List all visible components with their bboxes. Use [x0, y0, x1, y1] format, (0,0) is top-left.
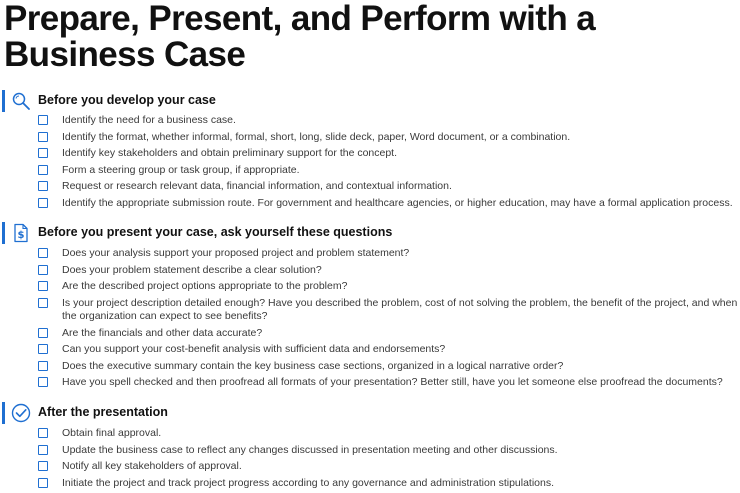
item-text: Does your problem statement describe a clear solution? — [62, 263, 322, 276]
check-circle-icon — [11, 403, 31, 423]
list-item — [0, 164, 740, 181]
list-item — [0, 444, 740, 461]
list-item — [0, 280, 740, 297]
list-item — [0, 131, 740, 148]
list-item — [0, 114, 740, 131]
item-text: Have you spell checked and then proofread all formats of your presentation? Better still, have you let someone else proofread the documents? — [62, 376, 723, 388]
list-item — [0, 343, 740, 360]
list-item — [0, 460, 740, 477]
list-item — [0, 197, 740, 214]
checkbox[interactable] — [38, 428, 48, 438]
item-text: Request or research relevant data, financial information, and contextual information. — [62, 180, 452, 192]
checkbox[interactable] — [38, 198, 48, 208]
list-item — [0, 147, 740, 164]
item-text: Are the financials and other data accurate? — [62, 326, 263, 339]
list-item — [0, 247, 740, 264]
accent-bar — [2, 402, 5, 424]
item-text: Is your project description detailed enough? Have you described the problem, cost of not solving the problem, the benefit of the project, and when the organization can expect to see benefits? — [62, 296, 738, 322]
section-before-present — [0, 222, 740, 393]
item-text: Notify all key stakeholders of approval. — [62, 460, 242, 472]
item-text: Form a steering group or task group, if appropriate. — [62, 163, 300, 176]
item-text: Does your analysis support your proposed project and problem statement? — [62, 247, 410, 259]
checkbox[interactable] — [38, 115, 48, 125]
checkbox[interactable] — [38, 298, 48, 308]
checkbox[interactable] — [38, 377, 48, 387]
accent-bar — [2, 90, 5, 112]
list-item — [0, 477, 740, 493]
checkbox[interactable] — [38, 248, 48, 258]
magnifier-icon — [11, 91, 31, 111]
item-text: Identify the need for a business case. — [62, 114, 236, 126]
list-item — [0, 180, 740, 197]
svg-text:$: $ — [17, 230, 25, 241]
section-header — [0, 90, 740, 112]
checkbox[interactable] — [38, 148, 48, 158]
checkbox[interactable] — [38, 445, 48, 455]
list-item — [0, 360, 740, 377]
checkbox[interactable] — [38, 165, 48, 175]
checklist — [0, 427, 740, 493]
section-title: Before you present your case, ask yourself these questions — [38, 225, 393, 239]
checkbox[interactable] — [38, 461, 48, 471]
checklist — [0, 247, 740, 393]
checkbox[interactable] — [38, 265, 48, 275]
item-text: Identify key stakeholders and obtain preliminary support for the concept. — [62, 147, 398, 159]
list-item — [0, 297, 740, 327]
section-title: After the presentation — [38, 405, 168, 419]
item-text: Does the executive summary contain the key business case sections, organized in a logical narrative order? — [62, 359, 564, 372]
item-text: Identify the appropriate submission route. For government and healthcare agencies, or higher education, may have a formal application process. — [62, 196, 733, 209]
item-text: Update the business case to reflect any changes discussed in presentation meeting and other discussions. — [62, 443, 558, 456]
checkbox[interactable] — [38, 478, 48, 488]
section-before-develop — [0, 90, 740, 213]
item-text: Obtain final approval. — [62, 427, 162, 439]
checkbox[interactable] — [38, 281, 48, 291]
checkbox[interactable] — [38, 361, 48, 371]
section-header — [0, 222, 740, 244]
list-item — [0, 376, 740, 393]
accent-bar — [2, 222, 5, 244]
checkbox[interactable] — [38, 344, 48, 354]
item-text: Identify the format, whether informal, formal, short, long, slide deck, paper, Word document, or a combination. — [62, 130, 571, 143]
list-item — [0, 327, 740, 344]
section-after-presentation — [0, 402, 740, 493]
checklist — [0, 114, 740, 213]
checkbox[interactable] — [38, 132, 48, 142]
section-header — [0, 402, 740, 424]
list-item — [0, 264, 740, 281]
item-text: Are the described project options appropriate to the problem? — [62, 280, 348, 292]
section-title: Before you develop your case — [38, 93, 216, 107]
checkbox[interactable] — [38, 328, 48, 338]
dollar-document-icon — [11, 223, 31, 243]
checkbox[interactable] — [38, 181, 48, 191]
item-text: Can you support your cost-benefit analysis with sufficient data and endorsements? — [62, 343, 446, 355]
page-title: Prepare, Present, and Perform with a Business Case — [4, 0, 596, 74]
list-item — [0, 427, 740, 444]
item-text: Initiate the project and track project progress according to any governance and administration stipulations. — [62, 476, 555, 489]
